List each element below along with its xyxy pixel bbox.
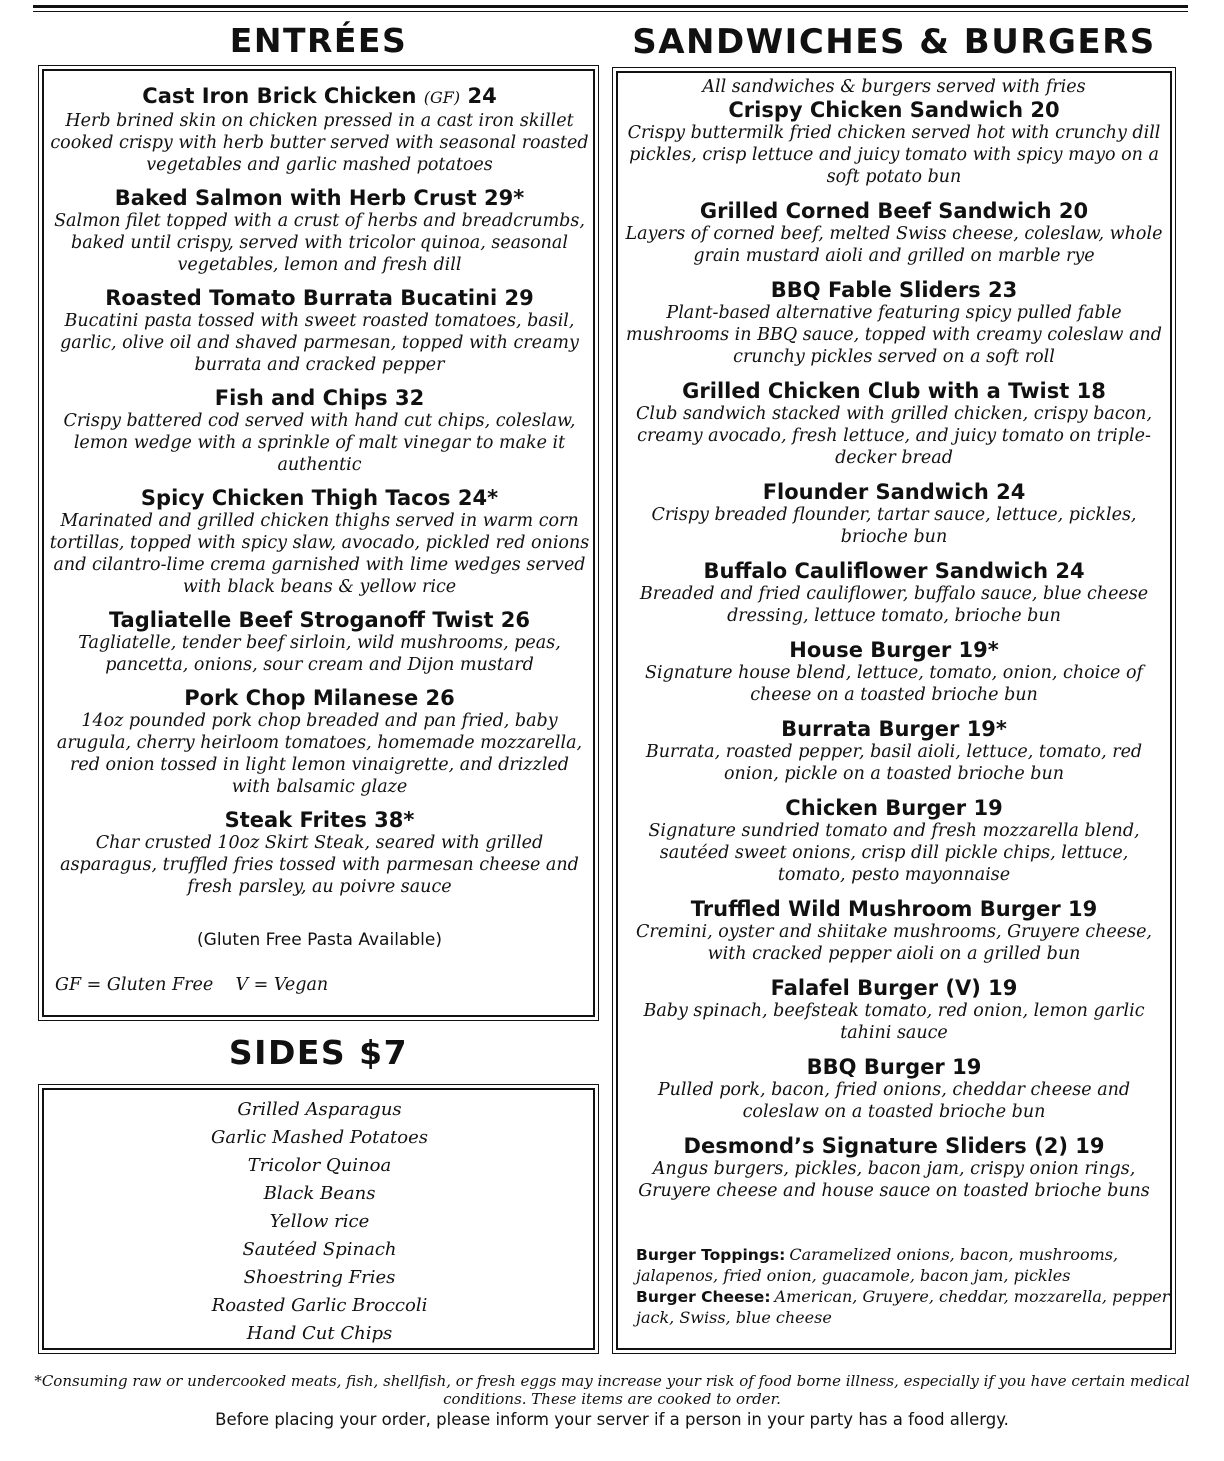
item-name: Buffalo Cauliflower Sandwich 24 xyxy=(703,559,1085,583)
item-description: Pulled pork, bacon, fried onions, cheddar cheese and coleslaw on a toasted brioche bun xyxy=(657,1080,1131,1122)
item-description: 14oz pounded pork chop breaded and pan fried, baby arugula, cherry heirloom tomatoes, homemade mozzarella, red onion tossed in light lemon vinaigrette, and drizzled with balsamic glaze xyxy=(56,711,583,797)
menu-item xyxy=(624,559,1164,627)
item-description: Angus burgers, pickles, bacon jam, crispy onion rings, Gruyere cheese and house sauce on toasted brioche buns xyxy=(638,1159,1150,1201)
allergy-notice: Before placing your order, please inform your server if a person in your party has a food allergy. xyxy=(215,1410,1009,1429)
entrees-list xyxy=(48,84,591,908)
item-description: Salmon filet topped with a crust of herbs and breadcrumbs, baked until crispy, served with tricolor quinoa, seasonal vegetables, lemon and fresh dill xyxy=(54,211,585,275)
item-description: Tagliatelle, tender beef sirloin, wild mushrooms, peas, pancetta, onions, sour cream and Dijon mustard xyxy=(78,633,561,675)
item-description: Char crusted 10oz Skirt Steak, seared with grilled asparagus, truffled fries tossed with parmesan cheese and fresh parsley, au poivre sauce xyxy=(60,833,579,897)
item-name: Burrata Burger 19* xyxy=(781,717,1007,741)
menu-item xyxy=(624,98,1164,188)
item-name: Chicken Burger 19 xyxy=(785,796,1003,820)
item-name: Spicy Chicken Thigh Tacos 24* xyxy=(140,486,499,510)
item-description: Marinated and grilled chicken thighs served in warm corn tortillas, topped with spicy slaw, avocado, pickled red onions and cilantro-lime crema garnished with lime wedges served with black beans & yellow rice xyxy=(49,511,590,597)
menu-item xyxy=(624,1055,1164,1123)
side-item: Sautéed Spinach xyxy=(242,1239,397,1260)
toppings-text: Caramelized onions, bacon, mushrooms, jalapenos, fried onion, guacamole, bacon jam, pickles xyxy=(636,1245,1119,1285)
top-rule xyxy=(33,5,1188,8)
side-item: Hand Cut Chips xyxy=(246,1323,393,1344)
menu-item xyxy=(48,808,591,898)
item-price: 24 xyxy=(467,84,497,108)
item-description: Herb brined skin on chicken pressed in a cast iron skillet cooked crispy with herb butter served with seasonal roasted vegetables and garlic mashed potatoes xyxy=(50,111,589,175)
item-name: Desmond’s Signature Sliders (2) 19 xyxy=(683,1134,1105,1158)
sides-heading: SIDES $7 xyxy=(228,1033,409,1072)
sandwiches-heading: SANDWICHES & BURGERS xyxy=(632,22,1156,62)
menu-item xyxy=(624,717,1164,785)
menu-item xyxy=(48,608,591,676)
item-name: Pork Chop Milanese 26 xyxy=(184,686,455,710)
item-name: Steak Frites 38* xyxy=(224,808,415,832)
legend-vegan: V = Vegan xyxy=(235,975,329,995)
menu-item xyxy=(624,278,1164,368)
item-description: Baby spinach, beefsteak tomato, red onion, lemon garlic tahini sauce xyxy=(643,1001,1145,1043)
fries-note: All sandwiches & burgers served with fries xyxy=(702,77,1086,97)
side-item: Tricolor Quinoa xyxy=(247,1155,392,1176)
sides-list xyxy=(48,1096,591,1348)
item-description: Signature house blend, lettuce, tomato, onion, choice of cheese on a toasted brioche bun xyxy=(645,663,1143,705)
burger-cheese xyxy=(636,1287,1171,1329)
menu-item xyxy=(624,1134,1164,1202)
menu-item xyxy=(624,379,1164,469)
menu-item xyxy=(624,976,1164,1044)
menu-item xyxy=(48,186,591,276)
item-description: Plant-based alternative featuring spicy pulled fable mushrooms in BBQ sauce, topped with creamy coleslaw and crunchy pickles served on a soft roll xyxy=(625,303,1162,367)
item-name: Baked Salmon with Herb Crust 29* xyxy=(114,186,525,210)
menu-item xyxy=(48,486,591,598)
item-description: Burrata, roasted pepper, basil aioli, lettuce, tomato, red onion, pickle on a toasted brioche bun xyxy=(645,742,1143,784)
side-item: Shoestring Fries xyxy=(243,1267,396,1288)
menu-item xyxy=(48,286,591,376)
item-description: Crispy breaded flounder, tartar sauce, lettuce, pickles, brioche bun xyxy=(651,505,1137,547)
item-name: Flounder Sandwich 24 xyxy=(762,480,1026,504)
menu-item xyxy=(624,480,1164,548)
item-name: Truffled Wild Mushroom Burger 19 xyxy=(690,897,1098,921)
item-name: BBQ Fable Sliders 23 xyxy=(770,278,1018,302)
item-description: Crispy buttermilk fried chicken served hot with crunchy dill pickles, crisp lettuce and juicy tomato with spicy mayo on a soft potato bun xyxy=(627,123,1161,187)
cheese-label: Burger Cheese: xyxy=(636,1288,771,1306)
menu-item xyxy=(624,796,1164,886)
item-description: Breaded and fried cauliflower, buffalo sauce, blue cheese dressing, lettuce tomato, brioche bun xyxy=(639,584,1149,626)
menu-item xyxy=(624,638,1164,706)
diet-legend xyxy=(55,974,328,996)
item-name: Grilled Corned Beef Sandwich 20 xyxy=(699,199,1089,223)
item-title: Cast Iron Brick Chicken xyxy=(142,84,417,108)
item-name: Tagliatelle Beef Stroganoff Twist 26 xyxy=(108,608,531,632)
burger-toppings xyxy=(636,1245,1171,1287)
item-description: Cremini, oyster and shiitake mushrooms, Gruyere cheese, with cracked pepper aioli on a grilled bun xyxy=(635,922,1152,964)
side-item: Yellow rice xyxy=(269,1211,370,1232)
menu-item xyxy=(48,386,591,476)
side-item: Garlic Mashed Potatoes xyxy=(210,1127,429,1148)
sandwiches-list xyxy=(624,76,1164,1213)
item-name: Falafel Burger (V) 19 xyxy=(770,976,1018,1000)
top-rule-thin xyxy=(33,11,1188,12)
toppings-label: Burger Toppings: xyxy=(636,1246,786,1264)
item-name: House Burger 19* xyxy=(789,638,999,662)
cheese-text: American, Gruyere, cheddar, mozzarella, pepper jack, Swiss, blue cheese xyxy=(636,1287,1170,1327)
item-name: Roasted Tomato Burrata Bucatini 29 xyxy=(105,286,534,310)
menu-item xyxy=(624,897,1164,965)
item-name: Grilled Chicken Club with a Twist 18 xyxy=(682,379,1106,403)
side-item: Roasted Garlic Broccoli xyxy=(211,1295,428,1316)
side-item: Black Beans xyxy=(263,1183,376,1204)
raw-food-disclaimer: *Consuming raw or undercooked meats, fish, shellfish, or fresh eggs may increase your risk of food borne illness, especially if you have certain medical conditions. These items are cooked to order. xyxy=(34,1372,1190,1408)
item-description: Layers of corned beef, melted Swiss cheese, coleslaw, whole grain mustard aioli and grilled on marble rye xyxy=(625,224,1163,266)
burger-addons xyxy=(636,1245,1171,1329)
legend-gluten-free: GF = Gluten Free xyxy=(55,975,214,995)
item-name: Crispy Chicken Sandwich 20 xyxy=(728,98,1060,122)
item-description: Signature sundried tomato and fresh mozzarella blend, sautéed sweet onions, crisp dill pickle chips, lettuce, tomato, pesto mayonnaise xyxy=(648,821,1140,885)
item-description: Crispy battered cod served with hand cut chips, coleslaw, lemon wedge with a sprinkle of malt vinegar to make it authentic xyxy=(63,411,576,475)
item-description: Club sandwich stacked with grilled chicken, crispy bacon, creamy avocado, fresh lettuce, and juicy tomato on triple-decker bread xyxy=(635,404,1153,468)
item-name: Fish and Chips 32 xyxy=(214,386,425,410)
entrees-heading: ENTRÉES xyxy=(229,21,408,60)
item-name xyxy=(48,84,591,110)
menu-item xyxy=(624,199,1164,267)
gluten-free-tag: (GF) xyxy=(423,88,461,107)
item-name: BBQ Burger 19 xyxy=(806,1055,982,1079)
menu-item xyxy=(48,84,591,176)
item-description: Bucatini pasta tossed with sweet roasted tomatoes, basil, garlic, olive oil and shaved parmesan, topped with creamy burrata and cracked pepper xyxy=(60,311,579,375)
side-item: Grilled Asparagus xyxy=(237,1099,402,1120)
gluten-free-pasta-note: (Gluten Free Pasta Available) xyxy=(197,930,442,950)
menu-item xyxy=(48,686,591,798)
